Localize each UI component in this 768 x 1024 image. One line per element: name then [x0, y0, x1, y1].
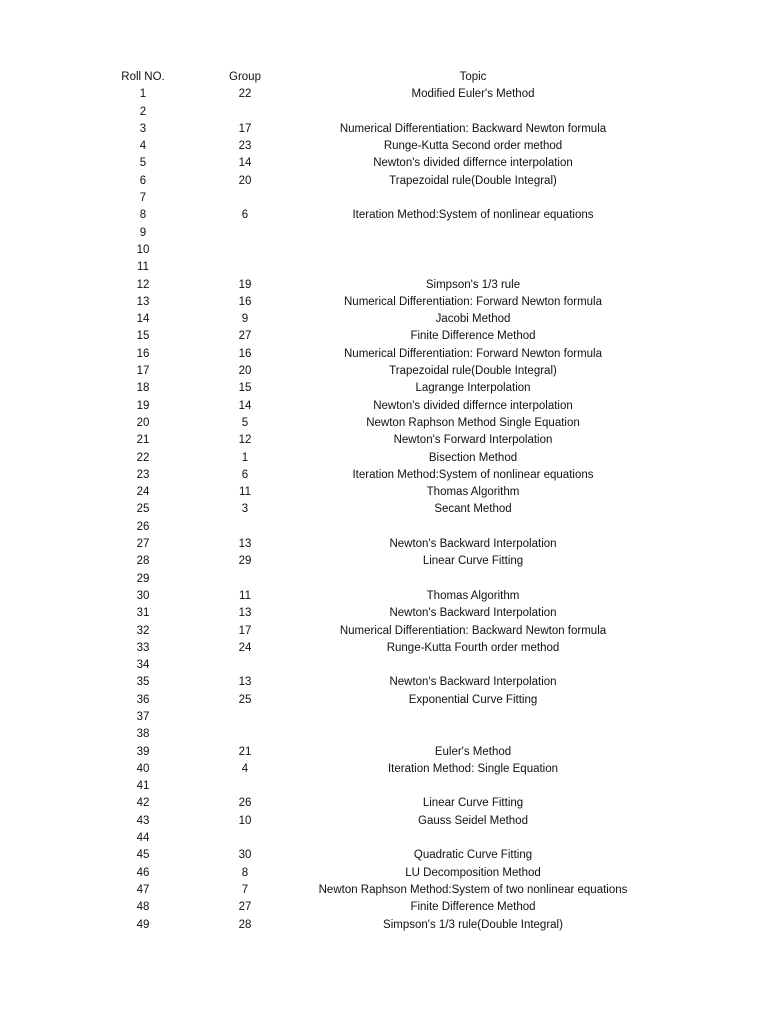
table-row — [0, 830, 768, 847]
group-cell-text: 27 — [238, 330, 252, 343]
roll-cell-text: 31 — [136, 607, 150, 620]
topic-cell-text: Newton's Backward Interpolation — [389, 538, 557, 551]
roll-cell-text: 18 — [136, 382, 150, 395]
roll-cell-text: 16 — [136, 347, 150, 360]
group-cell-text: 13 — [238, 676, 252, 689]
table-header-row — [0, 69, 768, 86]
table-row — [0, 917, 768, 934]
roll-cell-text: 17 — [136, 365, 150, 378]
table-body — [0, 86, 768, 934]
roll-cell-text: 32 — [136, 624, 150, 637]
topic-cell-text: Trapezoidal rule(Double Integral) — [389, 365, 557, 378]
topic-cell-text: Newton's Backward Interpolation — [389, 676, 557, 689]
topic-cell-text: Iteration Method:System of nonlinear equations — [352, 468, 594, 481]
group-cell-text: 13 — [238, 538, 252, 551]
roll-cell-text: 7 — [139, 192, 147, 205]
group-cell-text: 1 — [241, 451, 249, 464]
table-row — [0, 761, 768, 778]
table-row — [0, 346, 768, 363]
table-row — [0, 121, 768, 138]
topic-cell-text: Jacobi Method — [435, 313, 511, 326]
header-group-label: Group — [229, 71, 261, 83]
table-row — [0, 415, 768, 432]
table-row — [0, 207, 768, 224]
topic-cell-text: Newton Raphson Method:System of two nonlinear equations — [318, 883, 628, 896]
topic-cell-text: Newton's divided differnce interpolation — [373, 399, 573, 412]
topic-cell-text: Linear Curve Fitting — [422, 555, 524, 568]
group-cell-text: 24 — [238, 641, 252, 654]
roll-cell-text: 19 — [136, 399, 150, 412]
group-cell-text: 20 — [238, 174, 252, 187]
group-cell-text: 27 — [238, 901, 252, 914]
roll-cell-text: 11 — [137, 261, 149, 274]
roll-cell-text: 29 — [136, 572, 150, 585]
table-row — [0, 744, 768, 761]
roll-cell-text: 45 — [136, 849, 150, 862]
table-row — [0, 311, 768, 328]
table-row — [0, 657, 768, 674]
group-cell-text: 4 — [241, 762, 249, 775]
table-row — [0, 225, 768, 242]
topic-cell-text: Gauss Seidel Method — [418, 814, 528, 827]
topic-cell-text: Secant Method — [434, 503, 512, 516]
roll-cell-text: 21 — [136, 434, 150, 447]
topic-cell-text: Trapezoidal rule(Double Integral) — [389, 174, 557, 187]
table-row — [0, 173, 768, 190]
header-topic-label: Topic — [459, 71, 487, 83]
topic-cell-text: Simpson's 1/3 rule(Double Integral) — [383, 918, 563, 931]
roll-cell-text: 49 — [136, 918, 150, 931]
group-cell-text: 9 — [241, 313, 249, 326]
topic-cell-text: Lagrange Interpolation — [415, 382, 531, 395]
table-row — [0, 726, 768, 743]
roll-cell-text: 38 — [136, 728, 150, 741]
table-row — [0, 553, 768, 570]
roll-cell-text: 33 — [136, 641, 150, 654]
group-cell-text: 30 — [238, 849, 252, 862]
roll-cell-text: 6 — [139, 174, 147, 187]
table-row — [0, 882, 768, 899]
group-cell-text: 7 — [241, 883, 249, 896]
roll-cell-text: 40 — [136, 762, 150, 775]
roll-cell-text: 35 — [136, 676, 150, 689]
table-row — [0, 692, 768, 709]
topic-cell-text: Numerical Differentiation: Backward Newton formula — [339, 122, 607, 135]
header-roll-label: Roll NO. — [121, 71, 165, 83]
roll-cell-text: 4 — [139, 140, 147, 153]
topic-cell-text: Iteration Method:System of nonlinear equations — [352, 209, 594, 222]
table-row — [0, 467, 768, 484]
group-cell-text: 16 — [238, 295, 252, 308]
group-cell-text: 6 — [241, 209, 249, 222]
group-cell-text: 14 — [238, 399, 252, 412]
group-cell-text: 17 — [238, 624, 252, 637]
roll-cell-text: 48 — [136, 901, 150, 914]
roll-cell-text: 46 — [136, 866, 150, 879]
roll-cell-text: 25 — [136, 503, 150, 516]
table-row — [0, 865, 768, 882]
group-cell-text: 8 — [241, 866, 249, 879]
table-row — [0, 450, 768, 467]
table-row — [0, 588, 768, 605]
topic-cell-text: Newton's Forward Interpolation — [393, 434, 553, 447]
topic-cell-text: Quadratic Curve Fitting — [413, 849, 533, 862]
topic-cell-text: Modified Euler's Method — [411, 88, 535, 101]
roll-cell-text: 30 — [136, 589, 150, 602]
table-row — [0, 432, 768, 449]
topic-cell-text: Iteration Method: Single Equation — [387, 762, 559, 775]
group-cell-text: 19 — [238, 278, 252, 291]
topic-cell-text: Finite Difference Method — [410, 330, 536, 343]
group-cell-text: 17 — [238, 122, 252, 135]
table-row — [0, 363, 768, 380]
table-row — [0, 104, 768, 121]
roll-cell-text: 5 — [139, 157, 147, 170]
roll-cell-text: 12 — [136, 278, 150, 291]
roll-cell-text: 2 — [139, 105, 147, 118]
group-cell-text: 11 — [239, 486, 251, 499]
topic-cell-text: Newton Raphson Method Single Equation — [366, 416, 580, 429]
topic-cell-text: Finite Difference Method — [410, 901, 536, 914]
table-row — [0, 795, 768, 812]
topic-cell-text: Newton's divided differnce interpolation — [373, 157, 573, 170]
table-row — [0, 86, 768, 103]
roll-cell-text: 9 — [139, 226, 147, 239]
roll-cell-text: 37 — [136, 710, 150, 723]
table-row — [0, 328, 768, 345]
group-cell-text: 20 — [238, 365, 252, 378]
group-cell-text: 14 — [238, 157, 252, 170]
table-row — [0, 519, 768, 536]
table-row — [0, 778, 768, 795]
table-row — [0, 138, 768, 155]
roll-cell-text: 43 — [136, 814, 150, 827]
table-row — [0, 623, 768, 640]
topic-cell-text: Numerical Differentiation: Forward Newton formula — [344, 347, 602, 360]
table-row — [0, 155, 768, 172]
table-row — [0, 709, 768, 726]
roll-cell-text: 3 — [139, 122, 147, 135]
group-cell-text: 12 — [238, 434, 252, 447]
group-cell-text: 6 — [241, 468, 249, 481]
roll-cell-text: 14 — [136, 313, 150, 326]
topic-cell-text: Thomas Algorithm — [426, 589, 520, 602]
topic-cell-text: Bisection Method — [428, 451, 518, 464]
table-row — [0, 259, 768, 276]
table-row — [0, 536, 768, 553]
table-row — [0, 398, 768, 415]
roll-cell-text: 24 — [136, 486, 150, 499]
table-row — [0, 294, 768, 311]
topic-cell-text: Runge-Kutta Fourth order method — [386, 641, 560, 654]
roll-cell-text: 23 — [136, 468, 150, 481]
roll-cell-text: 34 — [136, 659, 150, 672]
table-row — [0, 242, 768, 259]
roll-cell-text: 13 — [136, 295, 150, 308]
topic-cell-text: Exponential Curve Fitting — [408, 693, 538, 706]
topic-cell-text: Simpson's 1/3 rule — [425, 278, 521, 291]
group-cell-text: 15 — [238, 382, 252, 395]
topic-cell-text: Thomas Algorithm — [426, 486, 520, 499]
table-row — [0, 501, 768, 518]
group-cell-text: 21 — [238, 745, 252, 758]
table-row — [0, 571, 768, 588]
table-row — [0, 380, 768, 397]
table-row — [0, 899, 768, 916]
group-cell-text: 26 — [238, 797, 252, 810]
group-cell-text: 23 — [238, 140, 252, 153]
roll-cell-text: 10 — [136, 243, 150, 256]
group-cell-text: 11 — [239, 589, 251, 602]
group-cell-text: 3 — [241, 503, 249, 516]
table-row — [0, 484, 768, 501]
group-cell-text: 22 — [238, 88, 252, 101]
topic-cell-text: Runge-Kutta Second order method — [383, 140, 563, 153]
group-cell-text: 25 — [238, 693, 252, 706]
roll-cell-text: 41 — [136, 780, 150, 793]
roll-cell-text: 28 — [136, 555, 150, 568]
topic-cell-text: Numerical Differentiation: Forward Newton formula — [344, 295, 602, 308]
group-cell-text: 29 — [238, 555, 252, 568]
group-cell-text: 16 — [238, 347, 252, 360]
table-row — [0, 640, 768, 657]
table-row — [0, 605, 768, 622]
roll-cell-text: 1 — [139, 88, 147, 101]
group-cell-text: 5 — [241, 416, 249, 429]
roll-cell-text: 26 — [136, 520, 150, 533]
roll-cell-text: 47 — [136, 883, 150, 896]
roll-cell-text: 15 — [136, 330, 150, 343]
group-cell-text: 13 — [238, 607, 252, 620]
table-row — [0, 674, 768, 691]
table-row — [0, 813, 768, 830]
group-cell-text: 28 — [238, 918, 252, 931]
table-row — [0, 190, 768, 207]
roll-cell-text: 20 — [136, 416, 150, 429]
roll-cell-text: 39 — [136, 745, 150, 758]
roll-cell-text: 22 — [136, 451, 150, 464]
topic-cell-text: Newton's Backward Interpolation — [389, 607, 557, 620]
topic-cell-text: Numerical Differentiation: Backward Newton formula — [339, 624, 607, 637]
table-row — [0, 847, 768, 864]
assignment-table — [0, 69, 768, 934]
topic-cell-text: LU Decomposition Method — [405, 866, 541, 879]
roll-cell-text: 8 — [139, 209, 147, 222]
roll-cell-text: 44 — [136, 832, 150, 845]
table-row — [0, 277, 768, 294]
topic-cell-text: Euler's Method — [434, 745, 512, 758]
roll-cell-text: 42 — [136, 797, 150, 810]
topic-cell-text: Linear Curve Fitting — [422, 797, 524, 810]
roll-cell-text: 36 — [136, 693, 150, 706]
roll-cell-text: 27 — [136, 538, 150, 551]
group-cell-text: 10 — [238, 814, 252, 827]
